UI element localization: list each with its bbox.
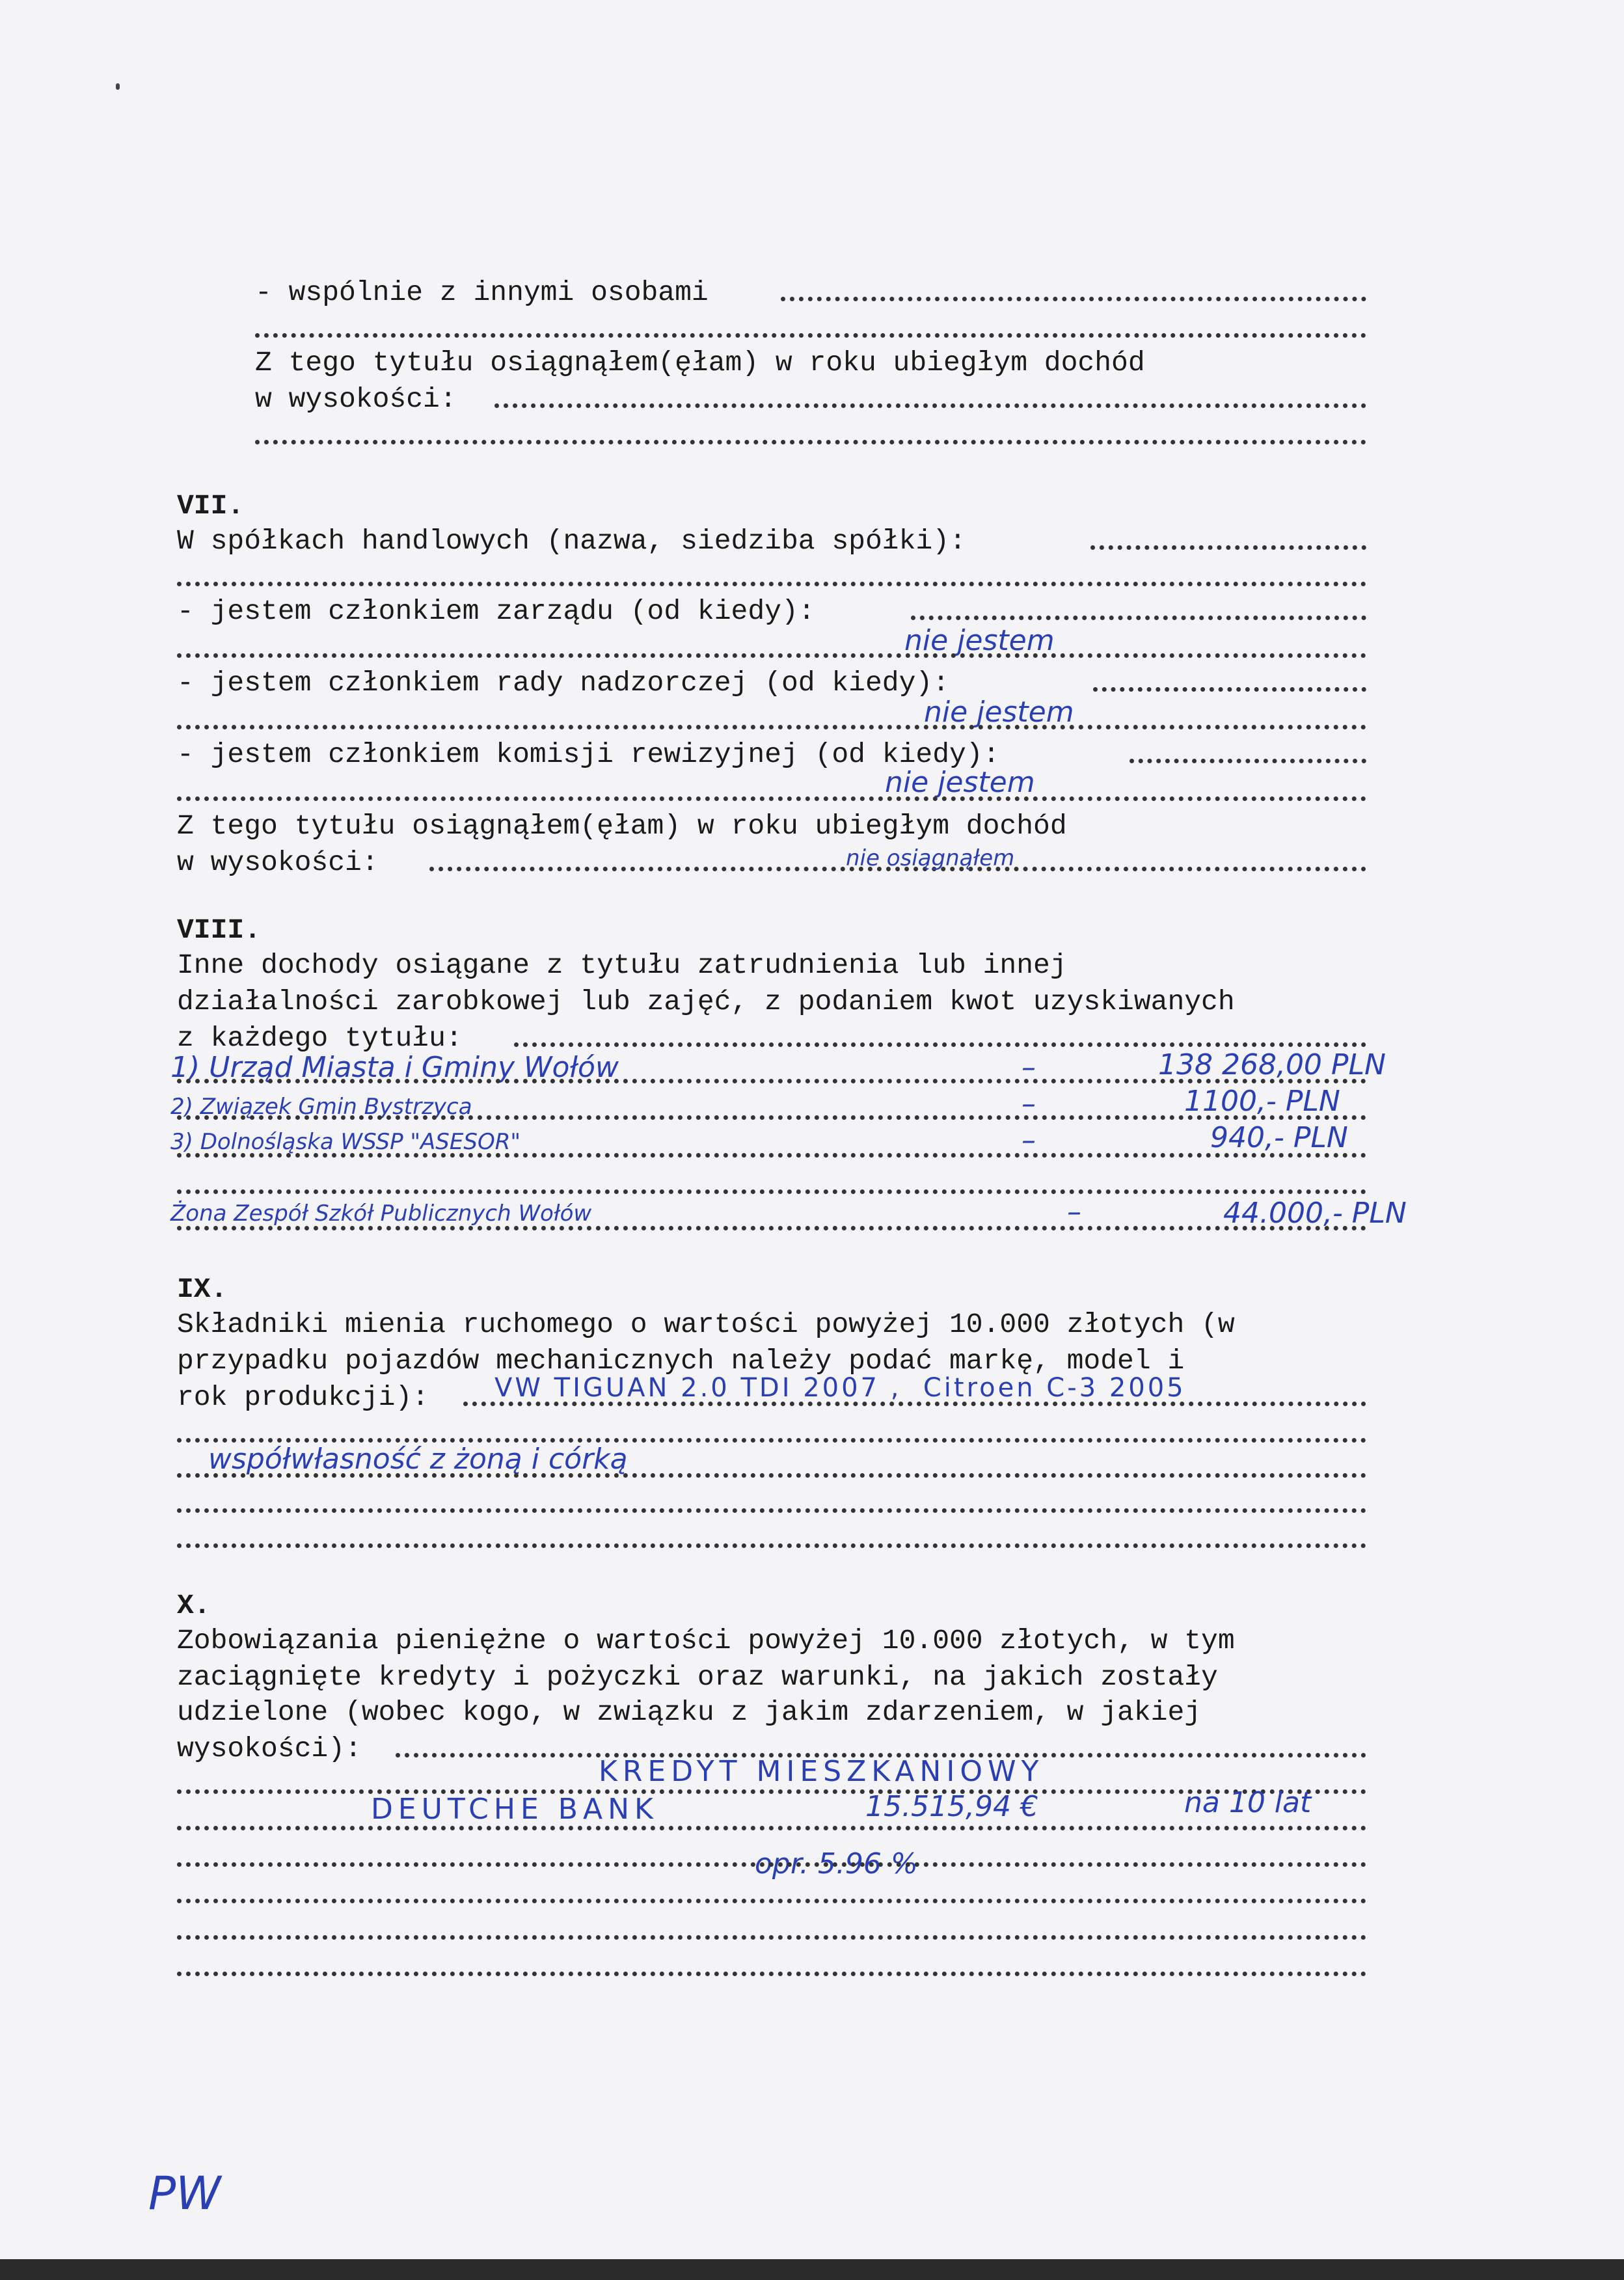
dotted-line — [177, 796, 1366, 801]
dotted-line — [177, 1862, 1366, 1867]
other-income-text: z każdego tytułu: — [177, 1022, 463, 1054]
supervisory-board-label: - jestem członkiem rady nadzorczej (od kiedy): — [177, 667, 949, 699]
handwritten-ownership: współwłasność z żoną i córką — [208, 1443, 628, 1476]
dotted-line — [1090, 545, 1366, 550]
handwritten-interest-rate: opr. 5.96 % — [755, 1847, 918, 1880]
handwritten-supervisory-answer: nie jestem — [924, 696, 1074, 729]
amount-label: w wysokości: — [177, 847, 379, 878]
dotted-line — [255, 333, 1366, 338]
income-label: Z tego tytułu osiągnąłem(ęłam) w roku ubiegłym dochód — [255, 347, 1145, 379]
liabilities-text: zaciągnięte kredyty i pożyczki oraz warunki, na jakich zostały — [177, 1661, 1218, 1693]
liabilities-text: wysokości): — [177, 1733, 362, 1765]
handwritten-credit-amount: 15.515,94 € — [865, 1790, 1038, 1823]
dotted-line — [177, 1226, 1366, 1230]
dotted-line — [177, 1153, 1366, 1158]
handwritten-income-answer: nie osiągnąłem — [846, 845, 1015, 871]
section-heading-x: X. — [177, 1590, 211, 1622]
income-entry-1-label: 1) Urząd Miasta i Gminy Wołów — [170, 1051, 619, 1084]
handwritten-audit-answer: nie jestem — [885, 766, 1035, 799]
dotted-line — [494, 403, 1366, 408]
dotted-line — [177, 725, 1366, 729]
dotted-line — [781, 297, 1366, 301]
dotted-line — [177, 582, 1366, 586]
dotted-line — [911, 616, 1366, 620]
companies-label: W spółkach handlowych (nazwa, siedziba spółki): — [177, 525, 966, 557]
handwritten-board-answer: nie jestem — [904, 624, 1055, 657]
dotted-line — [177, 1473, 1366, 1478]
section-heading-vii: VII. — [177, 490, 245, 522]
income-label: Z tego tytułu osiągnąłem(ęłam) w roku ubiegłym dochód — [177, 810, 1067, 842]
dotted-line — [177, 1508, 1366, 1513]
initials-mark: PW — [148, 2167, 221, 2220]
income-entry-4-amount: 44.000,- PLN — [1223, 1197, 1407, 1230]
handwritten-vehicles: VW TIGUAN 2.0 TDI 2007 , Citroen C-3 2005 — [494, 1373, 1186, 1403]
movable-property-text: przypadku pojazdów mechanicznych należy podać markę, model i — [177, 1345, 1185, 1377]
handwritten-bank: DEUTCHE BANK — [371, 1793, 658, 1826]
income-entry-4-dash: – — [1067, 1195, 1081, 1228]
dotted-line — [177, 1115, 1366, 1120]
dotted-line — [177, 1543, 1366, 1548]
dotted-line — [177, 1826, 1366, 1830]
income-entry-4-label: Żona Zespół Szkół Publicznych Wołów — [170, 1201, 592, 1227]
amount-label: w wysokości: — [255, 383, 457, 415]
handwritten-credit-term: na 10 lat — [1184, 1786, 1312, 1819]
scan-bottom-edge — [0, 2259, 1624, 2280]
income-entry-3-label: 3) Dolnośląska WSSP "ASESOR" — [170, 1129, 521, 1155]
other-income-text: Inne dochody osiągane z tytułu zatrudnienia lub innej — [177, 949, 1067, 981]
income-entry-2-dash: – — [1022, 1087, 1036, 1120]
income-entry-3-amount: 940,- PLN — [1210, 1121, 1348, 1154]
dotted-line — [177, 1899, 1366, 1903]
scan-speck — [116, 83, 120, 90]
income-entry-2-label: 2) Związek Gmin Bystrzyca — [170, 1094, 472, 1120]
movable-property-text: Składniki mienia ruchomego o wartości powyżej 10.000 złotych (w — [177, 1309, 1235, 1340]
dotted-line — [177, 1438, 1366, 1443]
dotted-line — [255, 440, 1366, 444]
dotted-line — [177, 1972, 1366, 1976]
liabilities-text: Zobowiązania pieniężne o wartości powyżej 10.000 złotych, w tym — [177, 1625, 1235, 1657]
dotted-line — [177, 1935, 1366, 1940]
dotted-line — [177, 1189, 1366, 1194]
income-entry-2-amount: 1100,- PLN — [1184, 1085, 1340, 1118]
other-income-text: działalności zarobkowej lub zajęć, z podaniem kwot uzyskiwanych — [177, 986, 1235, 1018]
movable-property-text: rok produkcji): — [177, 1381, 429, 1413]
dotted-line — [514, 1042, 1366, 1047]
dotted-line — [1093, 687, 1366, 692]
section-heading-viii: VIII. — [177, 914, 262, 946]
income-entry-1-amount: 138 268,00 PLN — [1158, 1048, 1386, 1081]
dotted-line — [177, 1079, 1366, 1083]
income-entry-3-dash: – — [1022, 1124, 1036, 1157]
income-entry-1-dash: – — [1022, 1051, 1036, 1084]
dotted-line — [1130, 759, 1366, 763]
jointly-label: - wspólnie z innymi osobami — [255, 277, 709, 308]
section-heading-ix: IX. — [177, 1273, 228, 1305]
liabilities-text: udzielone (wobec kogo, w związku z jakim zdarzeniem, w jakiej — [177, 1696, 1202, 1728]
handwritten-credit-type: KREDYT MIESZKANIOWY — [599, 1755, 1044, 1788]
dotted-line — [177, 653, 1366, 658]
audit-committee-label: - jestem członkiem komisji rewizyjnej (od kiedy): — [177, 739, 1000, 770]
board-member-label: - jestem członkiem zarządu (od kiedy): — [177, 595, 815, 627]
